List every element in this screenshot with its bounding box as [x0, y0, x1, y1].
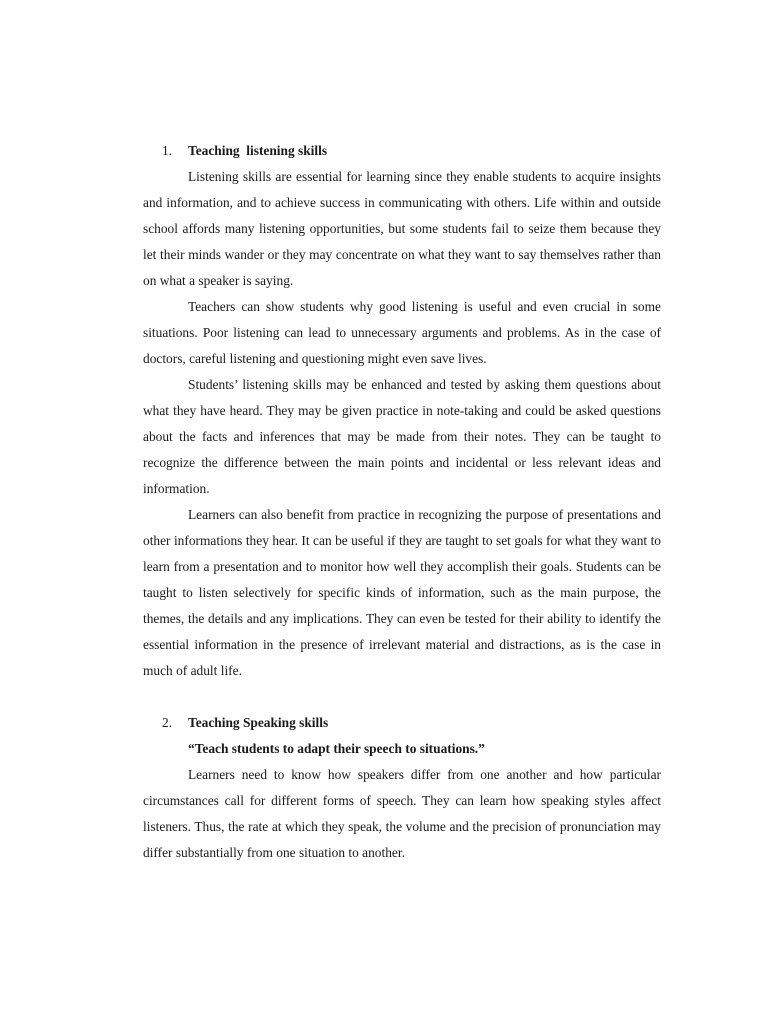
paragraph: Learners need to know how speakers differ from one another and how particular circumstances call for different forms of speech. They can learn how speaking styles affect listeners. Thus, the rate at which they speak, the volume and the precision of pronunciation may differ substantially from one situation to another. [143, 767, 661, 860]
paragraph: Learners can also benefit from practice in recognizing the purpose of presentations and other informations they hear. It can be useful if they are taught to set goals for what they want to learn from a presentation and to monitor how well they accomplish their goals. Students can be taught to listen selectively for specific kinds of information, such as the main purpose, the themes, the details and any implications. They can even be tested for their ability to identify the essential information in the presence of irrelevant material and distractions, as is the case in much of adult life. [143, 507, 661, 678]
section-heading-speaking [143, 710, 661, 736]
document-page [143, 138, 661, 866]
section-title: Teaching Speaking skills [188, 715, 329, 730]
section-quote: “Teach students to adapt their speech to situations.” [188, 741, 485, 756]
paragraph: Listening skills are essential for learning since they enable students to acquire insights and information, and to achieve success in communicating with others. Life within and outside school affords many listening opportunities, but some students fail to seize them because they let their minds wander or they may concentrate on what they want to say themselves rather than on what a speaker is saying. [143, 169, 661, 288]
paragraph: Teachers can show students why good listening is useful and even crucial in some situations. Poor listening can lead to unnecessary arguments and problems. As in the case of doctors, careful listening and questioning might even save lives. [143, 299, 661, 366]
section-heading-listening [143, 138, 661, 164]
paragraph: Students’ listening skills may be enhanced and tested by asking them questions about what they have heard. They may be given practice in note-taking and could be asked questions about the facts and inferences that may be made from their notes. They can be taught to recognize the difference between the main points and incidental or less relevant ideas and information. [143, 377, 661, 496]
section-number: 1. [162, 143, 173, 158]
section-title: Teaching listening skills [188, 143, 328, 158]
section-number: 2. [162, 715, 173, 730]
spacer [143, 684, 661, 710]
